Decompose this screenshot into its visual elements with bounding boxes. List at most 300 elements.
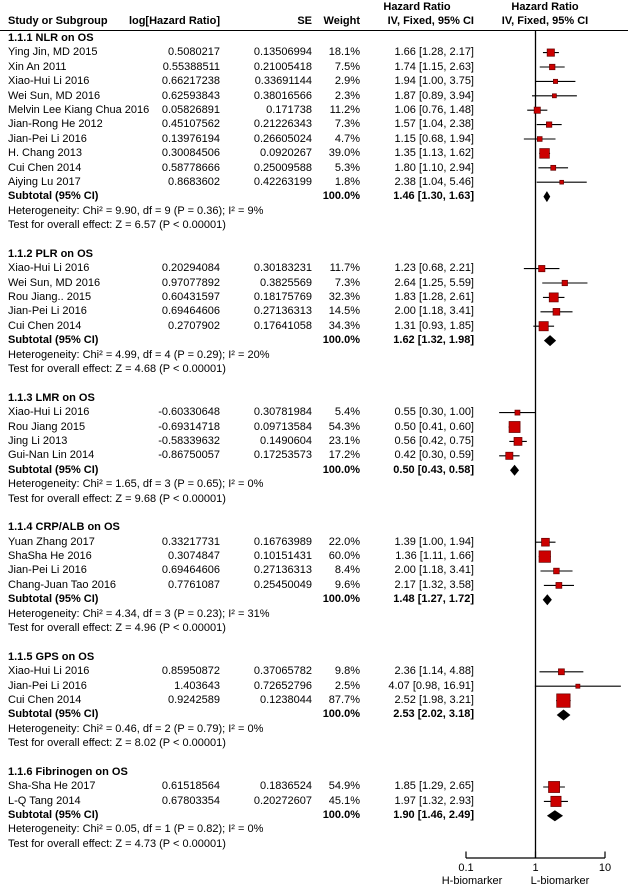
section-title bbox=[0, 650, 628, 664]
study-row-ci: 2.00 [1.18, 3.41] bbox=[394, 305, 474, 318]
section-title bbox=[0, 31, 628, 45]
section-title-log-hr bbox=[148, 765, 220, 779]
study-row-ci: 2.38 [1.04, 5.46] bbox=[394, 175, 474, 188]
study-row bbox=[0, 549, 628, 563]
study-row-label: Xin An 2011 bbox=[8, 60, 67, 73]
section-title-weight bbox=[312, 765, 360, 779]
study-row-ci: 1.31 [0.93, 1.85] bbox=[394, 319, 474, 332]
study-row-study-cell bbox=[0, 549, 148, 563]
study-row-weight: 8.4% bbox=[334, 564, 360, 577]
study-row-study-cell bbox=[0, 578, 148, 592]
section-title-se bbox=[220, 765, 312, 779]
section-title-study-cell bbox=[0, 247, 148, 261]
study-row-log-hr: 0.66217238 bbox=[161, 75, 220, 88]
study-row-ci: 2.00 [1.18, 3.41] bbox=[394, 564, 474, 577]
study-row-study-cell bbox=[0, 132, 148, 146]
study-row-se: 0.3825569 bbox=[260, 276, 312, 289]
study-row-weight: 34.3% bbox=[328, 319, 360, 332]
subtotal-row-label: Subtotal (95% CI) bbox=[8, 593, 99, 606]
study-row-ci: 1.36 [1.11, 1.66] bbox=[395, 550, 474, 563]
study-row-weight: 54.3% bbox=[328, 420, 360, 433]
study-row-weight: 2.5% bbox=[334, 679, 360, 692]
ci-text-column-header: IV, Fixed, 95% CI bbox=[387, 15, 474, 27]
section-title-weight bbox=[312, 247, 360, 261]
study-row-log-hr: 0.62593843 bbox=[161, 89, 220, 102]
study-row-ci: 1.66 [1.28, 2.17] bbox=[394, 46, 474, 59]
subtotal-row-study-cell bbox=[0, 707, 148, 721]
study-row-label: Jing Li 2013 bbox=[8, 434, 68, 447]
study-row-ci: 1.57 [1.04, 2.38] bbox=[394, 118, 474, 131]
study-row bbox=[0, 304, 628, 318]
study-row bbox=[0, 563, 628, 577]
study-row-weight: 39.0% bbox=[328, 147, 360, 160]
study-row-label: Rou Jiang.. 2015 bbox=[8, 291, 92, 304]
study-row-label: Ying Jin, MD 2015 bbox=[8, 46, 98, 59]
spacer-row bbox=[0, 751, 628, 765]
study-row bbox=[0, 74, 628, 88]
study-row-study-cell bbox=[0, 117, 148, 131]
study-row-se: 0.26605024 bbox=[253, 132, 312, 145]
subtotal-row-se bbox=[220, 463, 312, 477]
subtotal-row-log-hr bbox=[148, 707, 220, 721]
study-row-ci: 1.74 [1.15, 2.63] bbox=[394, 60, 474, 73]
overall-effect-note-text: Test for overall effect: Z = 4.96 (P < 0.00001) bbox=[8, 622, 226, 635]
study-row-weight: 9.8% bbox=[334, 665, 360, 678]
subtotal-row-weight: 100.0% bbox=[322, 334, 360, 347]
study-row-label: Aiying Lu 2017 bbox=[8, 175, 81, 188]
subtotal-row-log-hr bbox=[148, 592, 220, 606]
overall-effect-note-text: Test for overall effect: Z = 8.02 (P < 0.00001) bbox=[8, 737, 226, 750]
section-title-study-cell bbox=[0, 31, 148, 45]
study-row-study-cell bbox=[0, 161, 148, 175]
study-row-study-cell bbox=[0, 146, 148, 160]
study-row-ci: 1.15 [0.68, 1.94] bbox=[394, 132, 474, 145]
subtotal-row-weight: 100.0% bbox=[322, 708, 360, 721]
heterogeneity-note-text: Heterogeneity: Chi² = 4.99, df = 4 (P = 0.29); I² = 20% bbox=[8, 348, 270, 361]
study-row-weight: 22.0% bbox=[328, 535, 360, 548]
study-row-label: Xiao-Hui Li 2016 bbox=[8, 262, 90, 275]
study-row-label: ShaSha He 2016 bbox=[8, 550, 92, 563]
study-row-weight: 7.3% bbox=[334, 276, 360, 289]
log-hr-column-header: log[Hazard Ratio] bbox=[128, 15, 220, 27]
study-row-study-cell bbox=[0, 60, 148, 74]
study-row-weight: 60.0% bbox=[328, 550, 360, 563]
study-row-label: Jian-Pei Li 2016 bbox=[8, 679, 87, 692]
study-row-log-hr: -0.69314718 bbox=[158, 420, 220, 433]
heterogeneity-note bbox=[0, 204, 628, 218]
study-row bbox=[0, 117, 628, 131]
study-row-label: Jian-Pei Li 2016 bbox=[8, 305, 87, 318]
study-row-log-hr: -0.60330648 bbox=[158, 406, 220, 419]
subtotal-row-se bbox=[220, 808, 312, 822]
study-row-label: Cui Chen 2014 bbox=[8, 319, 82, 332]
subtotal-row-label: Subtotal (95% CI) bbox=[8, 708, 99, 721]
study-row bbox=[0, 420, 628, 434]
spacer-row bbox=[0, 376, 628, 390]
study-row-se: 0.20272607 bbox=[253, 794, 312, 807]
section-title-se bbox=[220, 650, 312, 664]
study-row-log-hr: 0.05826891 bbox=[161, 103, 220, 116]
heterogeneity-note-text: Heterogeneity: Chi² = 1.65, df = 3 (P = 0.65); I² = 0% bbox=[8, 478, 264, 491]
study-row-label: L-Q Tang 2014 bbox=[8, 794, 81, 807]
study-row-log-hr: 0.61518564 bbox=[161, 780, 220, 793]
study-row-ci: 2.36 [1.14, 4.88] bbox=[394, 665, 474, 678]
study-row-se: 0.30183231 bbox=[253, 262, 312, 275]
study-row-se: 0.18175769 bbox=[253, 291, 312, 304]
subtotal-row bbox=[0, 189, 628, 203]
study-row bbox=[0, 679, 628, 693]
overall-effect-note bbox=[0, 362, 628, 376]
study-row-log-hr: 0.3074847 bbox=[168, 550, 220, 563]
subtotal-row-se bbox=[220, 707, 312, 721]
study-row-se: 0.0920267 bbox=[260, 147, 312, 160]
study-row-study-cell bbox=[0, 290, 148, 304]
study-row-study-cell bbox=[0, 535, 148, 549]
study-row-label: Cui Chen 2014 bbox=[8, 161, 82, 174]
study-row bbox=[0, 290, 628, 304]
study-row-se: 0.30781984 bbox=[253, 406, 312, 419]
study-row bbox=[0, 132, 628, 146]
study-row-log-hr: 0.13976194 bbox=[161, 132, 220, 145]
heterogeneity-note-text: Heterogeneity: Chi² = 0.46, df = 2 (P = 0.79); I² = 0% bbox=[8, 722, 264, 735]
overall-effect-note-text: Test for overall effect: Z = 6.57 (P < 0.00001) bbox=[8, 219, 226, 232]
section-title-label: 1.1.5 GPS on OS bbox=[8, 650, 95, 663]
study-row-log-hr: 0.58778666 bbox=[161, 161, 220, 174]
overall-effect-note bbox=[0, 218, 628, 232]
study-row bbox=[0, 276, 628, 290]
heterogeneity-note bbox=[0, 822, 628, 836]
study-row-ci: 1.35 [1.13, 1.62] bbox=[394, 147, 474, 160]
study-row-se: 0.38016566 bbox=[253, 89, 312, 102]
study-row-ci: 0.55 [0.30, 1.00] bbox=[394, 406, 474, 419]
study-row-label: Jian-Pei Li 2016 bbox=[8, 132, 87, 145]
study-row-se: 0.17641058 bbox=[253, 319, 312, 332]
study-row bbox=[0, 146, 628, 160]
heterogeneity-note bbox=[0, 348, 628, 362]
study-row-ci: 1.94 [1.00, 3.75] bbox=[394, 75, 474, 88]
section-title-weight bbox=[312, 520, 360, 534]
study-row-study-cell bbox=[0, 693, 148, 707]
study-row-se: 0.21226343 bbox=[253, 118, 312, 131]
section-title-log-hr bbox=[148, 31, 220, 45]
overall-effect-note bbox=[0, 736, 628, 750]
study-row-study-cell bbox=[0, 304, 148, 318]
favours-left-label: H-biomarker bbox=[441, 875, 503, 887]
section-title-ci bbox=[360, 391, 474, 405]
study-row-ci: 1.39 [1.00, 1.94] bbox=[394, 535, 474, 548]
study-row-study-cell bbox=[0, 448, 148, 462]
study-row-study-cell bbox=[0, 779, 148, 793]
study-row-weight: 54.9% bbox=[328, 780, 360, 793]
subtotal-row-log-hr bbox=[148, 463, 220, 477]
overall-effect-note-text: Test for overall effect: Z = 4.73 (P < 0.00001) bbox=[8, 837, 226, 850]
study-row-se: 0.16763989 bbox=[253, 535, 312, 548]
study-row-label: Jian-Pei Li 2016 bbox=[8, 564, 87, 577]
study-row-weight: 2.9% bbox=[334, 75, 360, 88]
study-row-se: 0.10151431 bbox=[253, 550, 312, 563]
hazard-ratio-column-title: Hazard Ratio bbox=[383, 1, 451, 13]
spacer-row bbox=[0, 506, 628, 520]
section-title-log-hr bbox=[148, 520, 220, 534]
study-row-se: 0.09713584 bbox=[253, 420, 312, 433]
study-row-se: 0.42263199 bbox=[253, 175, 312, 188]
subtotal-row-study-cell bbox=[0, 592, 148, 606]
section-title-weight bbox=[312, 391, 360, 405]
study-row-log-hr: 0.20294084 bbox=[161, 262, 220, 275]
study-row-weight: 17.2% bbox=[328, 449, 360, 462]
study-row bbox=[0, 261, 628, 275]
subtotal-row-label: Subtotal (95% CI) bbox=[8, 463, 99, 476]
study-row-study-cell bbox=[0, 664, 148, 678]
study-row bbox=[0, 60, 628, 74]
study-row bbox=[0, 405, 628, 419]
study-row-log-hr: 0.85950872 bbox=[161, 665, 220, 678]
subtotal-row bbox=[0, 333, 628, 347]
section-title-study-cell bbox=[0, 391, 148, 405]
study-row-log-hr: 0.97077892 bbox=[161, 276, 220, 289]
section-title-log-hr bbox=[148, 247, 220, 261]
study-row-study-cell bbox=[0, 261, 148, 275]
study-row-weight: 23.1% bbox=[328, 434, 360, 447]
study-row-study-cell bbox=[0, 434, 148, 448]
study-row-study-cell bbox=[0, 420, 148, 434]
heterogeneity-note-text: Heterogeneity: Chi² = 4.34, df = 3 (P = 0.23); I² = 31% bbox=[8, 607, 270, 620]
heterogeneity-note-text: Heterogeneity: Chi² = 0.05, df = 1 (P = 0.82); I² = 0% bbox=[8, 823, 264, 836]
study-row bbox=[0, 434, 628, 448]
study-row-weight: 2.3% bbox=[334, 89, 360, 102]
study-row-log-hr: -0.86750057 bbox=[158, 449, 220, 462]
section-title-ci bbox=[360, 31, 474, 45]
section-title-label: 1.1.3 LMR on OS bbox=[8, 391, 95, 404]
study-row-log-hr: 0.67803354 bbox=[161, 794, 220, 807]
study-row-log-hr: 0.55388511 bbox=[162, 60, 220, 73]
study-row-log-hr: 0.69464606 bbox=[161, 564, 220, 577]
study-row-label: Yuan Zhang 2017 bbox=[8, 535, 95, 548]
subtotal-row-ci: 1.46 [1.30, 1.63] bbox=[393, 190, 474, 203]
subtotal-row-se bbox=[220, 333, 312, 347]
subtotal-row-se bbox=[220, 592, 312, 606]
study-row-log-hr: 0.33217731 bbox=[161, 535, 220, 548]
study-row-study-cell bbox=[0, 319, 148, 333]
study-row bbox=[0, 794, 628, 808]
subtotal-row-log-hr bbox=[148, 808, 220, 822]
study-row-weight: 18.1% bbox=[328, 46, 360, 59]
study-row-ci: 2.64 [1.25, 5.59] bbox=[394, 276, 474, 289]
study-row-label: Melvin Lee Kiang Chua 2016 bbox=[8, 103, 150, 116]
study-row-ci: 0.56 [0.42, 0.75] bbox=[394, 434, 474, 447]
study-row-study-cell bbox=[0, 103, 148, 117]
study-row bbox=[0, 664, 628, 678]
heterogeneity-note bbox=[0, 607, 628, 621]
section-title-log-hr bbox=[148, 391, 220, 405]
subtotal-row-ci: 1.62 [1.32, 1.98] bbox=[393, 334, 474, 347]
study-row bbox=[0, 319, 628, 333]
study-row-weight: 9.6% bbox=[334, 578, 360, 591]
study-row-ci: 1.87 [0.89, 3.94] bbox=[394, 89, 474, 102]
subtotal-row-log-hr bbox=[148, 189, 220, 203]
subtotal-row-ci: 0.50 [0.43, 0.58] bbox=[393, 463, 474, 476]
study-column-header: Study or Subgroup bbox=[8, 15, 108, 27]
study-row-se: 0.13506994 bbox=[253, 46, 312, 59]
section-title bbox=[0, 247, 628, 261]
study-row-se: 0.37065782 bbox=[253, 665, 312, 678]
section-title-ci bbox=[360, 765, 474, 779]
section-title-study-cell bbox=[0, 765, 148, 779]
subtotal-row-label: Subtotal (95% CI) bbox=[8, 809, 99, 822]
heterogeneity-note-text: Heterogeneity: Chi² = 9.90, df = 9 (P = 0.36); I² = 9% bbox=[8, 204, 264, 217]
study-row-weight: 7.3% bbox=[334, 118, 360, 131]
study-row-log-hr: 0.60431597 bbox=[161, 291, 220, 304]
study-row-log-hr: 0.5080217 bbox=[168, 46, 220, 59]
study-row-log-hr: 0.69464606 bbox=[161, 305, 220, 318]
study-row-log-hr: 1.403643 bbox=[174, 679, 220, 692]
study-row-weight: 5.3% bbox=[334, 161, 360, 174]
section-title-se bbox=[220, 391, 312, 405]
study-row-label: Xiao-Hui Li 2016 bbox=[8, 75, 90, 88]
study-row-study-cell bbox=[0, 405, 148, 419]
study-row-study-cell bbox=[0, 89, 148, 103]
study-row-log-hr: 0.8683602 bbox=[168, 175, 220, 188]
study-row-study-cell bbox=[0, 563, 148, 577]
study-row-weight: 14.5% bbox=[328, 305, 360, 318]
overall-effect-note-text: Test for overall effect: Z = 9.68 (P < 0.00001) bbox=[8, 492, 226, 505]
section-title-label: 1.1.4 CRP/ALB on OS bbox=[8, 521, 120, 534]
section-title-se bbox=[220, 31, 312, 45]
subtotal-row bbox=[0, 808, 628, 822]
section-title-study-cell bbox=[0, 650, 148, 664]
study-row-weight: 87.7% bbox=[328, 693, 360, 706]
study-row bbox=[0, 175, 628, 189]
study-row-label: Chang-Juan Tao 2016 bbox=[8, 578, 117, 591]
subtotal-row-study-cell bbox=[0, 808, 148, 822]
study-row-ci: 2.17 [1.32, 3.58] bbox=[394, 578, 474, 591]
study-row-se: 0.21005418 bbox=[253, 60, 312, 73]
subtotal-row-study-cell bbox=[0, 463, 148, 477]
x-axis-tick-label: 0.1 bbox=[458, 862, 474, 874]
subtotal-row-se bbox=[220, 189, 312, 203]
overall-effect-note bbox=[0, 621, 628, 635]
table-header bbox=[0, 0, 628, 31]
study-row-log-hr: 0.30084506 bbox=[161, 147, 220, 160]
subtotal-row bbox=[0, 463, 628, 477]
study-row bbox=[0, 45, 628, 59]
section-title bbox=[0, 391, 628, 405]
study-row-study-cell bbox=[0, 175, 148, 189]
heterogeneity-note bbox=[0, 477, 628, 491]
section-title-label: 1.1.2 PLR on OS bbox=[8, 247, 93, 260]
study-row-weight: 7.5% bbox=[334, 60, 360, 73]
section-title-se bbox=[220, 247, 312, 261]
section-title-weight bbox=[312, 650, 360, 664]
subtotal-row-weight: 100.0% bbox=[322, 593, 360, 606]
study-row-se: 0.33691144 bbox=[254, 75, 312, 88]
study-row-log-hr: -0.58339632 bbox=[158, 434, 220, 447]
section-title-label: 1.1.1 NLR on OS bbox=[8, 32, 94, 44]
study-row-ci: 1.85 [1.29, 2.65] bbox=[394, 780, 474, 793]
study-row-label: Gui-Nan Lin 2014 bbox=[8, 449, 95, 462]
overall-effect-note bbox=[0, 837, 628, 851]
subtotal-row-study-cell bbox=[0, 189, 148, 203]
study-row-ci: 1.83 [1.28, 2.61] bbox=[394, 291, 474, 304]
study-row-label: Wei Sun, MD 2016 bbox=[8, 89, 101, 102]
section-title-weight bbox=[312, 31, 360, 45]
study-row bbox=[0, 779, 628, 793]
study-row-weight: 45.1% bbox=[328, 794, 360, 807]
study-row-log-hr: 0.45107562 bbox=[161, 118, 220, 131]
study-row bbox=[0, 448, 628, 462]
study-row-weight: 5.4% bbox=[334, 406, 360, 419]
study-row-label: Cui Chen 2014 bbox=[8, 693, 82, 706]
subtotal-row-ci: 2.53 [2.02, 3.18] bbox=[393, 708, 474, 721]
subtotal-row-ci: 1.48 [1.27, 1.72] bbox=[393, 593, 474, 606]
overall-effect-note bbox=[0, 492, 628, 506]
subtotal-row-log-hr bbox=[148, 333, 220, 347]
study-row-ci: 1.23 [0.68, 2.21] bbox=[394, 262, 474, 275]
favours-right-label: L-biomarker bbox=[530, 875, 590, 887]
study-row-weight: 4.7% bbox=[334, 132, 360, 145]
study-row-ci: 0.50 [0.41, 0.60] bbox=[394, 420, 474, 433]
study-row-label: Xiao-Hui Li 2016 bbox=[8, 665, 90, 678]
weight-column-header: Weight bbox=[323, 15, 360, 27]
study-row-study-cell bbox=[0, 45, 148, 59]
study-row-se: 0.25450049 bbox=[253, 578, 312, 591]
hazard-ratio-plot-title: Hazard Ratio bbox=[511, 1, 579, 13]
subtotal-row-weight: 100.0% bbox=[322, 463, 360, 476]
section-title-ci bbox=[360, 650, 474, 664]
study-row-se: 0.17253573 bbox=[253, 449, 312, 462]
study-row bbox=[0, 89, 628, 103]
section-title-ci bbox=[360, 520, 474, 534]
study-row-weight: 11.2% bbox=[329, 103, 360, 116]
study-row-ci: 1.06 [0.76, 1.48] bbox=[394, 103, 474, 116]
table-body bbox=[0, 31, 628, 851]
subtotal-row-weight: 100.0% bbox=[322, 190, 360, 203]
study-row-weight: 1.8% bbox=[334, 175, 360, 188]
study-row-study-cell bbox=[0, 276, 148, 290]
section-title bbox=[0, 520, 628, 534]
subtotal-row-weight: 100.0% bbox=[322, 809, 360, 822]
study-row-ci: 0.42 [0.30, 0.59] bbox=[394, 449, 474, 462]
study-row bbox=[0, 578, 628, 592]
study-row-log-hr: 0.9242589 bbox=[168, 693, 220, 706]
se-column-header: SE bbox=[297, 15, 312, 27]
section-title-log-hr bbox=[148, 650, 220, 664]
study-row-ci: 4.07 [0.98, 16.91] bbox=[388, 679, 474, 692]
study-row-study-cell bbox=[0, 74, 148, 88]
section-title-se bbox=[220, 520, 312, 534]
subtotal-row-label: Subtotal (95% CI) bbox=[8, 190, 99, 203]
study-row-ci: 2.52 [1.98, 3.21] bbox=[394, 693, 474, 706]
study-row bbox=[0, 535, 628, 549]
section-title-label: 1.1.6 Fibrinogen on OS bbox=[8, 765, 128, 778]
overall-effect-note-text: Test for overall effect: Z = 4.68 (P < 0.00001) bbox=[8, 362, 226, 375]
section-title bbox=[0, 765, 628, 779]
study-row-label: Wei Sun, MD 2016 bbox=[8, 276, 101, 289]
study-row-se: 0.171738 bbox=[266, 103, 312, 116]
subtotal-row-label: Subtotal (95% CI) bbox=[8, 334, 99, 347]
section-title-study-cell bbox=[0, 520, 148, 534]
study-row-se: 0.27136313 bbox=[253, 305, 312, 318]
study-row bbox=[0, 103, 628, 117]
study-row-se: 0.72652796 bbox=[253, 679, 312, 692]
study-row-weight: 11.7% bbox=[329, 262, 360, 275]
study-row-weight: 32.3% bbox=[328, 291, 360, 304]
study-row-label: H. Chang 2013 bbox=[8, 147, 82, 160]
study-row bbox=[0, 693, 628, 707]
study-row-label: Jian-Rong He 2012 bbox=[8, 118, 103, 131]
study-row bbox=[0, 161, 628, 175]
section-title-ci bbox=[360, 247, 474, 261]
